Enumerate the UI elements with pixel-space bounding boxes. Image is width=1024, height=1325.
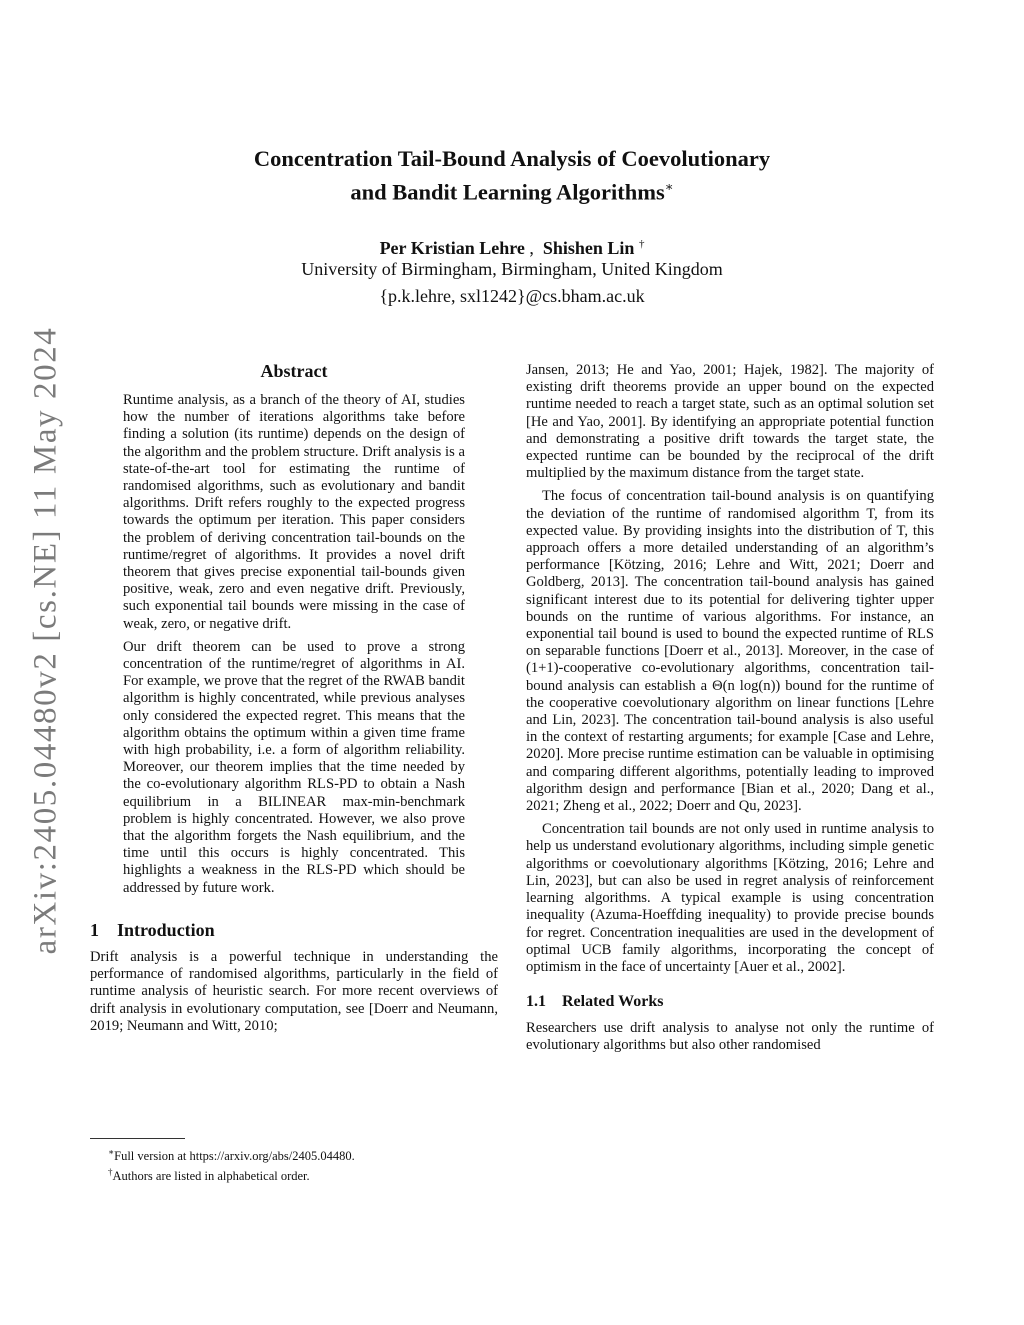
footnotes [90,1138,498,1184]
author-email: {p.k.lehre, sxl1242}@cs.bham.ac.uk [379,286,645,306]
author-footnote-marker: † [638,238,645,250]
abstract-paragraph-1: Runtime analysis, as a branch of the theory of AI, studies how the number of iterations algorithms take before finding a solution (its runtime) depends on the design of the algorithm and the problem structure. Drift analysis is a state-of-the-art tool for estimating the runtime of randomised algorithms, such as evolutionary and bandit algorithms. Drift refers roughly to the expected progress towards the optimum per iteration. This paper considers the problem of deriving concentration tail-bounds on the runtime/regret of algorithms. It provides a novel drift theorem that gives precise exponential tail-bounds given positive, weak, zero and even negative drift. Previously, such exponential tail bounds were missing in the case of weak, zero, or negative drift. [123,392,465,632]
abstract-body [123,392,465,897]
related-works-paragraph-1: Researchers use drift analysis to analyse not only the runtime of evolutionary algorithms but also other randomised [526,1020,934,1054]
title-footnote-marker: ∗ [664,179,674,194]
paper-title [150,145,874,207]
abstract-paragraph-2: Our drift theorem can be used to prove a strong concentration of the runtime/regret of algorithms in AI. For example, we prove that the regret of the RWAB bandit algorithm is highly concentrated, while previous analyses only considered the expected regret. This means that the algorithm obtains the optimum within a given time frame with high probability, i.e. a form of algorithm reliability. Moreover, our theorem implies that the time needed by the co-evolutionary algorithm RLS-PD to obtain a Nash equilibrium in a BILINEAR max-min-benchmark problem is highly concentrated. However, we also prove that the algorithm forgets the Nash equilibrium, and the time until this occurs is highly concentrated. This highlights a weakness in the RLS-PD which should be addressed by future work. [123,638,465,896]
footnote-2: †Authors are listed in alphabetical order. [108,1167,310,1184]
right-column [526,362,934,1055]
author-1: Per Kristian Lehre [379,238,525,258]
footnote-1: ∗Full version at https://arxiv.org/abs/2405.04480. [108,1147,355,1164]
subsection-heading-related-works: 1.1 Related Works [526,993,664,1011]
author-separator: , [524,238,543,258]
arxiv-identifier-stamp [20,326,72,954]
intro-paragraph-3: Concentration tail bounds are not only used in runtime analysis to help us understand evolutionary algorithms, including simple genetic algorithms or coevolutionary algorithms [Kötzing, 2016; Lehre and Lin, 2023], but can also be used in regret analysis of reinforcement learning algorithms. A typical example is using concentration inequality (Azuma-Hoeffding inequality) to provide precise bounds for regret. Concentration inequalities are used in the development of optimal UCB family algorithms, incorporating the concept of optimism in the face of uncertainty [Auer et al., 2002]. [526,821,934,975]
footnote-rule [90,1138,185,1139]
intro-paragraph-1-continued: Jansen, 2013; He and Yao, 2001; Hajek, 1982]. The majority of existing drift theorems provide an upper bound on the expected runtime needed to reach a target state, such as an optimal solution set [He and Yao, 2001]. By identifying an appropriate potential function and demonstrating a positive drift towards the target state, the expected runtime can be bounded by the reciprocal of the drift multiplied by the maximum distance from the target state. [526,362,934,482]
abstract-heading: Abstract [260,361,328,381]
intro-paragraph-1: Drift analysis is a powerful technique in understanding the performance of randomised algorithms, particularly in the field of runtime analysis of heuristic search. For more recent overviews of drift analysis in evolutionary computation, see [Doerr and Neumann, 2019; Neumann and Witt, 2010; [90,948,498,1034]
title-line-1: Concentration Tail-Bound Analysis of Coevolutionary [253,146,771,171]
author-2: Shishen Lin [542,238,635,258]
author-affiliation: University of Birmingham, Birmingham, United Kingdom [301,259,723,279]
intro-paragraph-2: The focus of concentration tail-bound analysis is on quantifying the deviation of the runtime of randomised algorithm T, from its expected value. By providing insights into the distribution of T, this approach offers a more detailed understanding of an algorithm’s performance [Kötzing, 2016; Lehre and Witt, 2021; Doerr and Goldberg, 2013]. The concentration tail-bound analysis has gained significant interest due to its potential for delivering tighter upper bounds on the runtime of various algorithms. For instance, an exponential tail bound is used to bound the expected runtime of RLS on separable functions [Doerr et al., 2013]. Moreover, in the case of (1+1)-cooperative co-evolutionary algorithms, concentration tail-bound analysis can establish a Θ(n log(n)) bound for the runtime of the cooperative coevolutionary algorithm on linear functions [Lehre and Lin, 2023]. The concentration tail-bound analysis is also useful in the context of restarting arguments; for example [Case and Lehre, 2020]. More precise runtime estimation can be valuable in optimising and comparing different algorithms, potentially leading to improved algorithm design and performance [Bian et al., 2020; Dang et al., 2021; Zheng et al., 2022; Doerr and Qu, 2023]. [526,488,934,815]
author-list [150,232,874,260]
left-column [90,360,498,1035]
arxiv-identifier-text: arXiv:2405.04480v2 [cs.NE] 11 May 2024 [27,326,64,954]
title-line-2: and Bandit Learning Algorithms∗ [350,179,674,205]
section-heading-introduction: 1 Introduction [90,919,215,940]
